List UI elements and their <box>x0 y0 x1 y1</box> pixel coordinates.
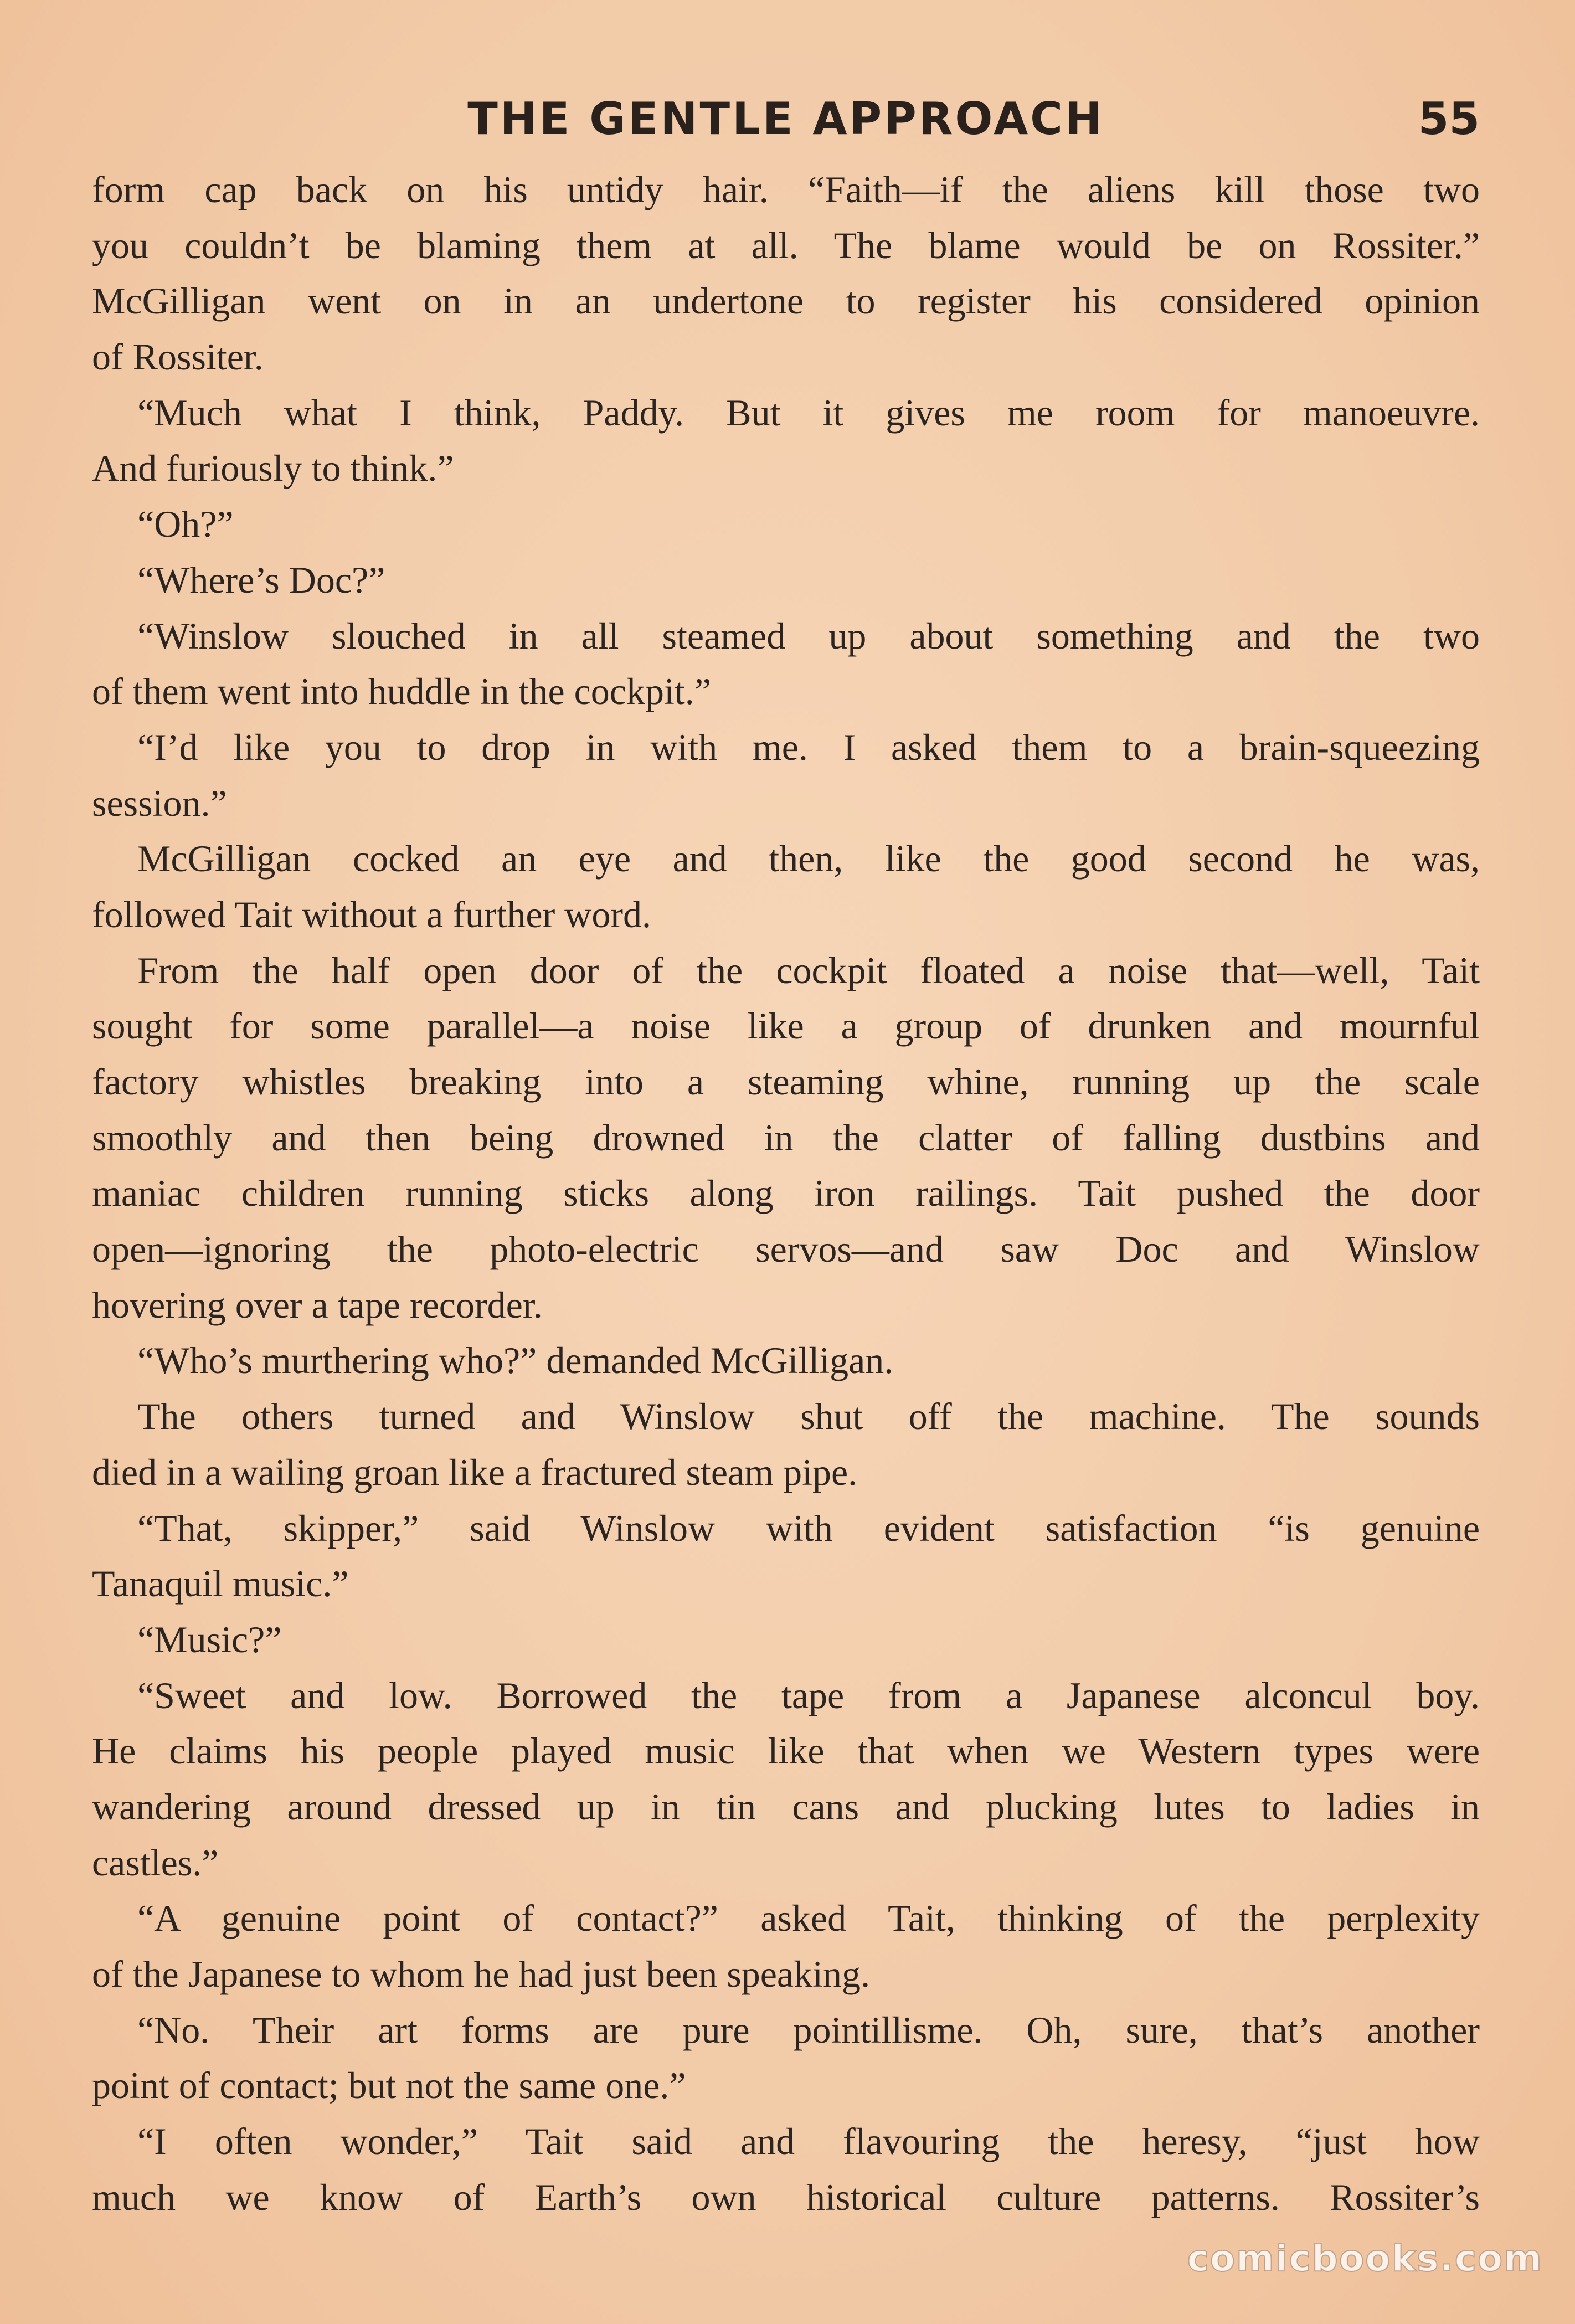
text-line: “Where’s Doc?” <box>137 558 385 601</box>
text-line: McGilligan went on in an undertone to register his considered opinion <box>92 280 1480 322</box>
text-line: “That, skipper,” said Winslow with evident satisfaction “is genuine <box>137 1507 1480 1549</box>
text-line: “Much what I think, Paddy. But it gives me room for manoeuvre. <box>137 391 1480 434</box>
text-line: maniac children running sticks along iron railings. Tait pushed the door <box>92 1172 1480 1215</box>
watermark-logo: comicbooks.com <box>1187 2237 1543 2280</box>
text-line: McGilligan cocked an eye and then, like the good second he was, <box>137 837 1480 880</box>
text-line: form cap back on his untidy hair. “Faith—if the aliens kill those two <box>92 168 1480 210</box>
text-line: open—ignoring the photo-electric servos—and saw Doc and Winslow <box>92 1228 1480 1271</box>
text-line: “Sweet and low. Borrowed the tape from a Japanese alconcul boy. <box>137 1674 1480 1716</box>
text-line: hovering over a tape recorder. <box>92 1283 543 1326</box>
text-line: sought for some parallel—a noise like a group of drunken and mournful <box>92 1005 1480 1047</box>
body-text <box>92 162 1480 2225</box>
text-line: followed Tait without a further word. <box>92 893 651 935</box>
text-line: The others turned and Winslow shut off the machine. The sounds <box>137 1395 1480 1438</box>
page-number: 55 <box>1418 93 1480 145</box>
text-line: “No. Their art forms are pure pointillisme. Oh, sure, that’s another <box>137 2008 1480 2051</box>
text-line: “A genuine point of contact?” asked Tait, thinking of the perplexity <box>137 1897 1480 1940</box>
text-line: “Who’s murthering who?” demanded McGilligan. <box>137 1339 894 1382</box>
text-line: He claims his people played music like that when we Western types were <box>92 1730 1480 1772</box>
text-line: died in a wailing groan like a fractured steam pipe. <box>92 1451 858 1493</box>
text-line: smoothly and then being drowned in the clatter of falling dustbins and <box>92 1116 1480 1159</box>
text-line: And furiously to think.” <box>92 447 454 490</box>
text-line: factory whistles breaking into a steaming whine, running up the scale <box>92 1061 1480 1103</box>
text-line: of Rossiter. <box>92 336 264 378</box>
text-line: you couldn’t be blaming them at all. The blame would be on Rossiter.” <box>92 224 1480 266</box>
text-line: Tanaquil music.” <box>92 1562 349 1605</box>
text-line: “Music?” <box>137 1618 282 1660</box>
text-line: point of contact; but not the same one.” <box>92 2064 686 2107</box>
text-line: From the half open door of the cockpit floated a noise that—well, Tait <box>137 949 1480 991</box>
text-line: “I’d like you to drop in with me. I asked them to a brain-squeezing <box>137 726 1480 768</box>
text-line: much we know of Earth’s own historical culture patterns. Rossiter’s <box>92 2176 1480 2218</box>
text-line: “Oh?” <box>137 503 234 546</box>
text-line: of the Japanese to whom he had just been speaking. <box>92 1953 870 1995</box>
running-head <box>92 89 1480 150</box>
text-line: “I often wonder,” Tait said and flavouring the heresy, “just how <box>137 2120 1480 2163</box>
running-title: THE GENTLE APPROACH <box>467 93 1104 145</box>
text-line: castles.” <box>92 1841 219 1884</box>
text-line: session.” <box>92 781 227 824</box>
text-line: wandering around dressed up in tin cans and plucking lutes to ladies in <box>92 1785 1480 1828</box>
text-line: “Winslow slouched in all steamed up about something and the two <box>137 614 1480 657</box>
text-line: of them went into huddle in the cockpit.” <box>92 670 711 713</box>
